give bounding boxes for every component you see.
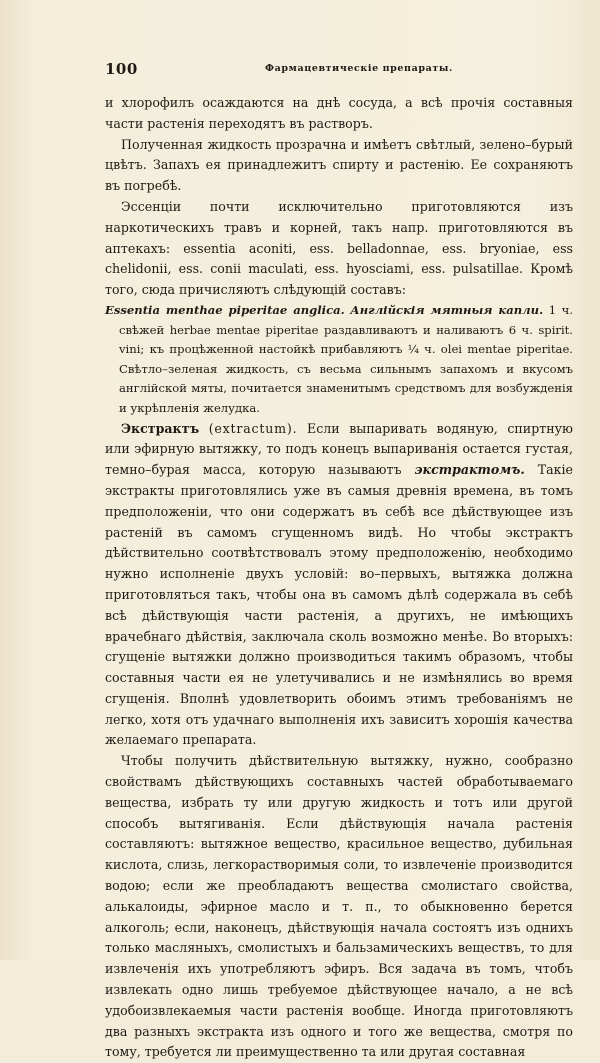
extract-emphasis: экстрактомъ. — [414, 462, 525, 478]
paragraph-1: и хлорофилъ осаждаются на днѣ сосуда, а всѣ прочія составныя части растенія переходятъ въ растворъ. — [105, 95, 573, 131]
paragraph-6: Чтобы получить дѣйствительную вытяжку, нужно, сообразно свойствамъ дѣйствующихъ составныхъ частей обработываемаго вещества, избрать ту или другую жидкость и тотъ или другой способъ вытягиванія. Если дѣйствующія начала растенія составляютъ: вытяжное вещество, красильное вещество, дубильная кислота, слизь, легкорастворимыя соли, то извлеченіе производится водою; если же преобладаютъ вещества смолистаго свойства, алькалоиды, эфирное масло и т. п., то обыкновенно берется алкоголь; если, наконецъ, дѣйствующія начала состоятъ изъ однихъ только масляныхъ, смолистыхъ и бальзамическихъ веществъ, то для извлеченія ихъ употребляютъ эфиръ. Вся задача въ томъ, чтобъ извлекать одно лишь требуемое дѣйствующее начало, а не всѣ удобоизвлекаемыя части растенія вообще. Иногда приготовляютъ два разныхъ экстракта изъ одного и того же вещества, смотря по тому, требуется ли преимущественно та или другая составная — [105, 753, 573, 1060]
body-text — [105, 93, 573, 1063]
extract-text-b: Такіе экстракты приготовлялись уже въ самыя древнія времена, въ томъ предположеніи, что они содержатъ въ себѣ все дѣйствующее изъ растеній въ самомъ сгущенномъ видѣ. Но чтобы экстрактъ дѣйствительно соотвѣтствовалъ этому предположенію, необходимо нужно исполненіе двухъ условій: во–первыхъ, вытяжка должна приготовляться такъ, чтобы она въ самомъ дѣлѣ содержала въ себѣ всѣ дѣйствующія части растенія, а другихъ, не имѣющихъ врачебнаго дѣйствія, заключала сколь возможно менѣе. Во вторыхъ: сгущеніе вытяжки должно производиться такимъ образомъ, чтобы составныя части ея не улетучивались и не измѣнялись во время сгущенія. Вполнѣ удовлетворить обоимъ этимъ требованіямъ не легко, хотя отъ удачнаго выполненія ихъ зависитъ хорошія качества желаемаго препарата. — [105, 462, 573, 748]
running-title: Фармацевтическіе препараты. — [265, 63, 453, 74]
recipe-russian-title: Англійскія мятныя капли. — [350, 302, 544, 317]
recipe-text: 1 ч. свѣжей herbae mentae piperitae раздавливаютъ и наливаютъ 6 ч. spirit. vini; къ процѣженной настойкѣ прибавляютъ ¼ ч. olei mentae piperitae. Свѣтло–зеленая жидкость, съ весьма сильнымъ запахомъ и вкусомъ англійской мяты, почитается знаменитымъ средствомъ для возбужденія и укрѣпленія желудка. — [119, 302, 574, 415]
paragraph-3: Эссенціи почти исключительно приготовляются изъ наркотическихъ травъ и корней, такъ напр. приготовляются въ аптекахъ: essentia aconiti, ess. belladonnae, ess. bryoniae, ess chelidonii, ess. conii maculati, ess. hyosciami, ess. pulsatillae. Кромѣ того, сюда причисляютъ слѣдующій составъ: — [105, 198, 573, 298]
recipe-latin-title: Essentia menthae piperitae anglica. — [105, 302, 345, 317]
term-extract-latin: (extractum). — [208, 420, 298, 436]
page-number: 100 — [105, 60, 138, 78]
extract-text-a: Если выпаривать водяную, спиртную или эфирную вытяжку, то подъ конецъ выпариванія остается густая, темно–бурая масса, которую называютъ — [105, 420, 574, 478]
paragraph-2: Полученная жидкость прозрачна и имѣетъ свѣтлый, зелено–бурый цвѣтъ. Запахъ ея принадлежитъ спирту и растенію. Ее сохраняютъ въ погребѣ. — [105, 136, 573, 194]
term-extract: Экстрактъ — [121, 420, 200, 436]
page-header — [105, 60, 570, 80]
paragraph-extract — [105, 419, 573, 752]
recipe-mint-drops — [105, 301, 573, 419]
